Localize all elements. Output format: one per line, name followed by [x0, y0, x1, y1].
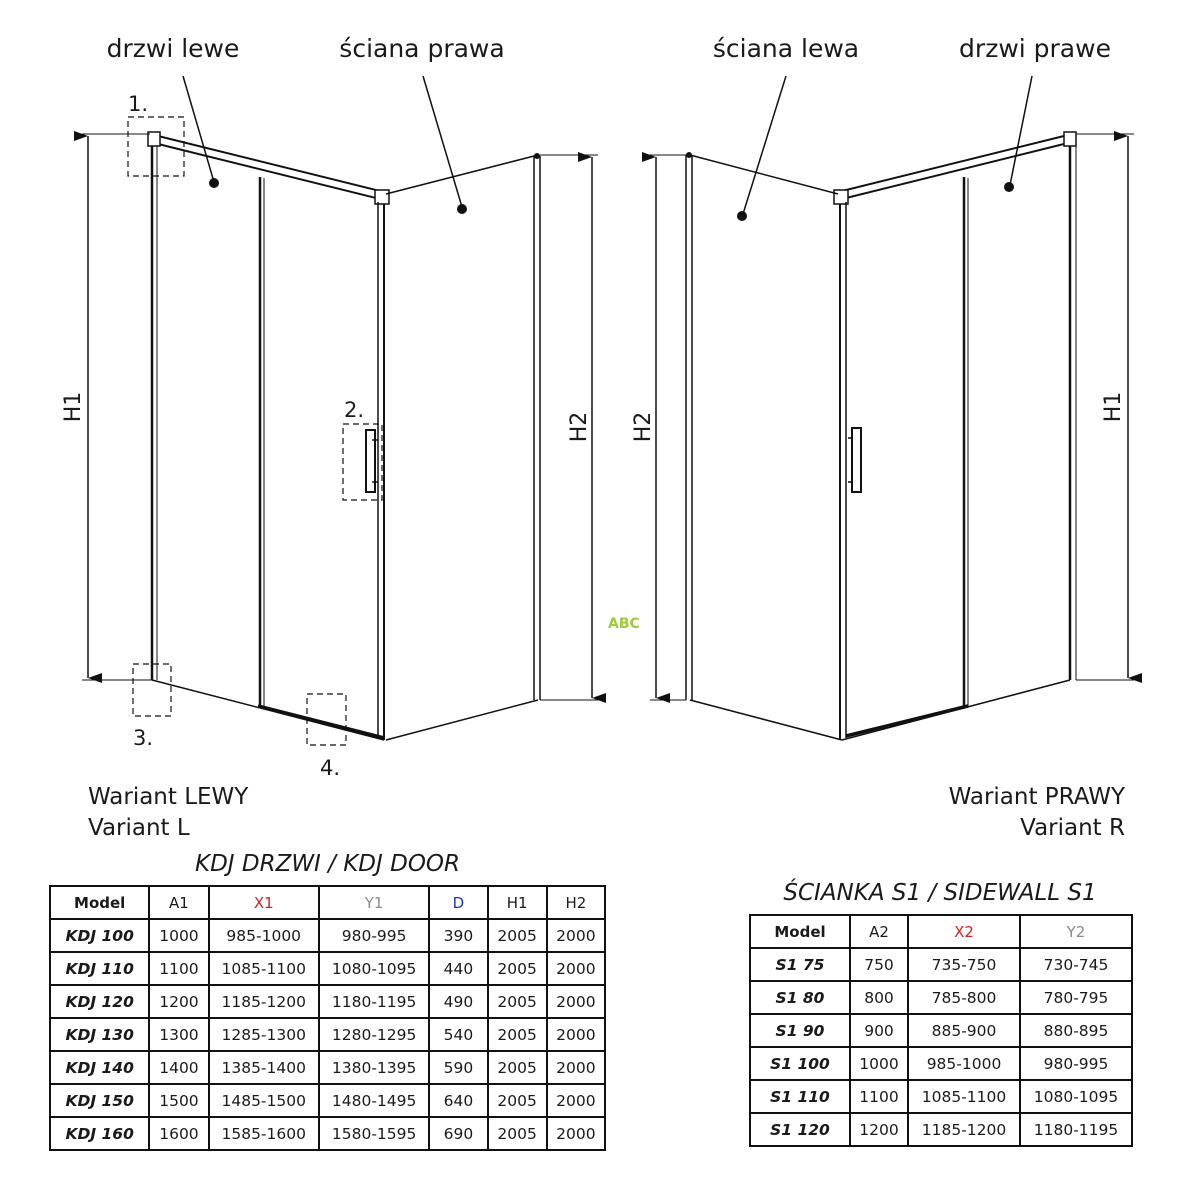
cell-x1: 1485-1500 — [209, 1084, 319, 1117]
door-table-title: KDJ DRZWI / KDJ DOOR — [194, 851, 461, 877]
cell-d: 390 — [429, 919, 487, 952]
table-row — [750, 1047, 1132, 1080]
cell-y2: 980-995 — [1020, 1047, 1132, 1080]
cell-a2: 1100 — [850, 1080, 908, 1113]
label-sciana-lewa: ściana lewa — [712, 34, 860, 63]
col-header-a2: A2 — [850, 915, 908, 948]
wall-table — [749, 914, 1133, 1147]
cell-h2: 2000 — [547, 1117, 605, 1150]
cell-x2: 1085-1100 — [908, 1080, 1020, 1113]
cell-y2: 880-895 — [1020, 1014, 1132, 1047]
cell-h1: 2005 — [488, 919, 547, 952]
cell-y1: 1480-1495 — [319, 1084, 429, 1117]
cell-a2: 800 — [850, 981, 908, 1014]
cell-x1: 1385-1400 — [209, 1051, 319, 1084]
cell-d: 490 — [429, 985, 487, 1018]
dim-h1-right: H1 — [1101, 391, 1126, 423]
label-drzwi-lewe: drzwi lewe — [106, 34, 240, 63]
cell-y1: 1580-1595 — [319, 1117, 429, 1150]
cell-a2: 1200 — [850, 1113, 908, 1146]
wall-table-header-row — [750, 915, 1132, 948]
watermark: ABC — [608, 616, 640, 632]
col-header-x2: X2 — [908, 915, 1020, 948]
marker-4: 4. — [320, 756, 341, 780]
variant-left-pl: Wariant LEWY — [88, 784, 249, 810]
cell-h2: 2000 — [547, 1051, 605, 1084]
col-header-d: D — [429, 886, 487, 919]
table-row — [750, 1080, 1132, 1113]
cell-a1: 1200 — [149, 985, 208, 1018]
cell-h2: 2000 — [547, 1018, 605, 1051]
table-row — [50, 919, 605, 952]
cell-y2: 1180-1195 — [1020, 1113, 1132, 1146]
dim-h2-left: H2 — [567, 411, 592, 443]
cell-model: S1 100 — [750, 1047, 850, 1080]
cell-d: 440 — [429, 952, 487, 985]
label-sciana-prawa: ściana prawa — [339, 34, 505, 63]
variant-right-en: Variant R — [1020, 815, 1125, 841]
cell-model: S1 80 — [750, 981, 850, 1014]
cell-d: 640 — [429, 1084, 487, 1117]
cell-x1: 1085-1100 — [209, 952, 319, 985]
col-header-y1: Y1 — [319, 886, 429, 919]
cell-x2: 735-750 — [908, 948, 1020, 981]
cell-model: S1 120 — [750, 1113, 850, 1146]
cell-y2: 1080-1095 — [1020, 1080, 1132, 1113]
cell-d: 690 — [429, 1117, 487, 1150]
table-row — [50, 985, 605, 1018]
cell-y2: 730-745 — [1020, 948, 1132, 981]
cell-h1: 2005 — [488, 1051, 547, 1084]
cell-y1: 1280-1295 — [319, 1018, 429, 1051]
cell-y2: 780-795 — [1020, 981, 1132, 1014]
table-row — [750, 1014, 1132, 1047]
cell-a1: 1100 — [149, 952, 208, 985]
variant-left-caption — [88, 782, 248, 844]
door-table-header-row — [50, 886, 605, 919]
cell-model: KDJ 140 — [50, 1051, 149, 1084]
cell-x1: 1285-1300 — [209, 1018, 319, 1051]
cell-h2: 2000 — [547, 952, 605, 985]
col-header-y2: Y2 — [1020, 915, 1132, 948]
table-row — [50, 952, 605, 985]
cell-a1: 1000 — [149, 919, 208, 952]
col-header-a1: A1 — [149, 886, 208, 919]
variant-right-caption — [949, 782, 1125, 844]
cell-x2: 885-900 — [908, 1014, 1020, 1047]
cell-h2: 2000 — [547, 1084, 605, 1117]
table-row — [750, 1113, 1132, 1146]
variant-left-en: Variant L — [88, 815, 190, 841]
dim-h1-left: H1 — [61, 391, 86, 423]
cell-h2: 2000 — [547, 985, 605, 1018]
cell-h1: 2005 — [488, 985, 547, 1018]
col-header-x1: X1 — [209, 886, 319, 919]
left-variant-drawing — [82, 76, 598, 745]
col-header-model: Model — [750, 915, 850, 948]
table-row — [750, 948, 1132, 981]
cell-h1: 2005 — [488, 1117, 547, 1150]
table-row — [50, 1051, 605, 1084]
cell-model: KDJ 110 — [50, 952, 149, 985]
label-drzwi-prawe: drzwi prawe — [959, 34, 1111, 63]
cell-model: S1 90 — [750, 1014, 850, 1047]
cell-x1: 985-1000 — [209, 919, 319, 952]
cell-a1: 1300 — [149, 1018, 208, 1051]
cell-a1: 1500 — [149, 1084, 208, 1117]
table-row — [50, 1084, 605, 1117]
col-header-h2: H2 — [547, 886, 605, 919]
table-row — [750, 981, 1132, 1014]
cell-a2: 1000 — [850, 1047, 908, 1080]
right-variant-drawing — [650, 76, 1134, 740]
cell-h1: 2005 — [488, 952, 547, 985]
cell-x2: 785-800 — [908, 981, 1020, 1014]
cell-a2: 750 — [850, 948, 908, 981]
cell-model: KDJ 130 — [50, 1018, 149, 1051]
wall-table-title: ŚCIANKA S1 / SIDEWALL S1 — [783, 880, 1097, 906]
cell-model: S1 110 — [750, 1080, 850, 1113]
cell-d: 590 — [429, 1051, 487, 1084]
marker-3: 3. — [133, 726, 154, 750]
variant-right-pl: Wariant PRAWY — [948, 784, 1125, 810]
cell-y1: 980-995 — [319, 919, 429, 952]
cell-y1: 1380-1395 — [319, 1051, 429, 1084]
cell-x2: 985-1000 — [908, 1047, 1020, 1080]
cell-h1: 2005 — [488, 1084, 547, 1117]
cell-x1: 1585-1600 — [209, 1117, 319, 1150]
marker-1: 1. — [128, 92, 149, 116]
cell-a1: 1400 — [149, 1051, 208, 1084]
col-header-model: Model — [50, 886, 149, 919]
cell-h2: 2000 — [547, 919, 605, 952]
cell-d: 540 — [429, 1018, 487, 1051]
col-header-h1: H1 — [488, 886, 547, 919]
cell-a2: 900 — [850, 1014, 908, 1047]
cell-a1: 1600 — [149, 1117, 208, 1150]
cell-y1: 1180-1195 — [319, 985, 429, 1018]
table-row — [50, 1018, 605, 1051]
cell-model: KDJ 160 — [50, 1117, 149, 1150]
cell-model: S1 75 — [750, 948, 850, 981]
dim-h2-right: H2 — [631, 411, 656, 443]
cell-model: KDJ 120 — [50, 985, 149, 1018]
table-row — [50, 1117, 605, 1150]
cell-h1: 2005 — [488, 1018, 547, 1051]
cell-x2: 1185-1200 — [908, 1113, 1020, 1146]
cell-model: KDJ 150 — [50, 1084, 149, 1117]
cell-x1: 1185-1200 — [209, 985, 319, 1018]
door-table — [49, 885, 606, 1151]
marker-2: 2. — [344, 398, 365, 422]
cell-y1: 1080-1095 — [319, 952, 429, 985]
cell-model: KDJ 100 — [50, 919, 149, 952]
